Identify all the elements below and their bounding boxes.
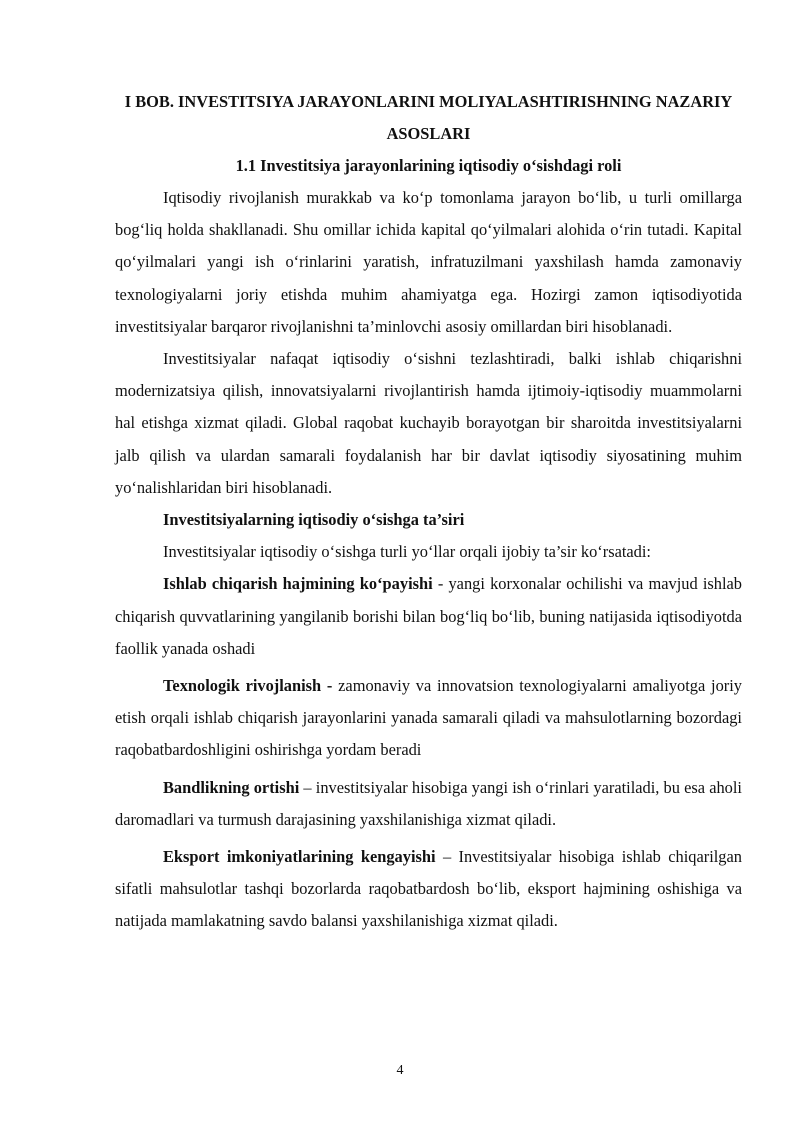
- list-item-text: – Investitsiyalar hisobiga ishlab chiqarilgan sifatli mahsulotlar tashqi bozorlarda raqobatbardosh bo‘lib, eksport hajmining oshishiga va natijada mamlakatning savdo balansi yaxshilanishiga xizmat qiladi.: [115, 847, 742, 931]
- subheading: Investitsiyalarning iqtisodiy o‘sishga ta’siri: [163, 510, 465, 530]
- list-item-term: Eksport imkoniyatlarining kengayishi: [163, 847, 436, 867]
- list-item-text: zamonaviy va innovatsion texnologiyalarni amaliyotga joriy etish orqali ishlab chiqarish jarayonlarini yanada samarali qiladi va mahsulotlarning bozordagi raqobatbardoshligini oshirishga yordam beradi: [115, 676, 742, 760]
- paragraph-1: Iqtisodiy rivojlanish murakkab va ko‘p tomonlama jarayon bo‘lib, u turli omillarga bog‘liq holda shakllanadi. Shu omillar ichida kapital qo‘yilmalari alohida o‘rin tutadi. Kapital qo‘yilmalari yangi ish o‘rinlarini yaratish, infratuzilmani yaxshilash hamda zamonaviy texnologiyalarni joriy etishda muhim ahamiyatga ega. Hozirgi zamon iqtisodiyotida investitsiyalar barqaror rivojlanishni ta’minlovchi asosiy omillardan biri hisoblanadi.: [115, 188, 742, 336]
- chapter-title: I BOB. INVESTITSIYA JARAYONLARINI MOLIYALASHTIRISHNING NAZARIY ASOSLARI: [124, 92, 733, 143]
- list-item-term: Bandlikning ortishi: [163, 777, 300, 797]
- section-title: 1.1 Investitsiya jarayonlarining iqtisodiy o‘sishdagi roli: [235, 156, 622, 175]
- paragraph-2: Investitsiyalar nafaqat iqtisodiy o‘sishni tezlashtiradi, balki ishlab chiqarishni modernizatsiya qilish, innovatsiyalarni rivojlantirish hamda ijtimoiy-iqtisodiy muammolarni hal etishga xizmat qiladi. Global raqobat kuchayib borayotgan bir sharoitda investitsiyalarni jalb qilish va ulardan samarali foydalanish har bir davlat iqtisodiy siyosatining muhim yo‘nalishlaridan biri hisoblanadi.: [115, 349, 742, 497]
- list-item-term: Texnologik rivojlanish -: [163, 676, 333, 696]
- list-item-text: - yangi korxonalar ochilishi va mavjud ishlab chiqarish quvvatlarining yangilanib borishi bilan bog‘liq bo‘lib, buning natijasida iqtisodiyotda faollik yanada oshadi: [115, 574, 742, 658]
- list-item: [115, 670, 742, 767]
- list-item-term: Ishlab chiqarish hajmining ko‘payishi: [163, 574, 433, 594]
- list-item: [115, 772, 742, 836]
- list-item: [115, 841, 742, 938]
- document-page: [115, 86, 742, 938]
- page-number: 4: [396, 1063, 404, 1078]
- paragraph-3: Investitsiyalar iqtisodiy o‘sishga turli yo‘llar orqali ijobiy ta’sir ko‘rsatadi:: [163, 542, 651, 562]
- list-item: [115, 568, 742, 665]
- list-item-text: – investitsiyalar hisobiga yangi ish o‘rinlari yaratiladi, bu esa aholi daromadlari va turmush darajasining yaxshilanishiga xizmat qiladi.: [115, 777, 742, 829]
